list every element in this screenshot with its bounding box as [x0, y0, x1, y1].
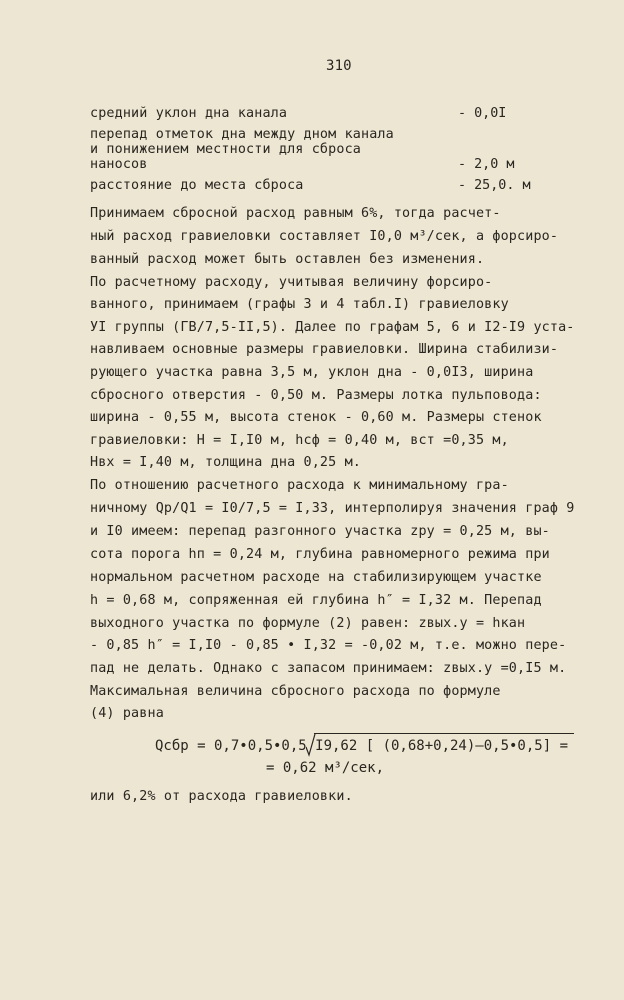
body-line: нормальном расчетном расходе на стабилизирующем участке: [90, 570, 542, 585]
param-label-line: перепад отметок дна между дном канала: [90, 127, 394, 142]
body-line: Принимаем сбросной расход равным 6%, тогда расчет-: [90, 206, 501, 221]
body-line: пад не делать. Однако с запасом принимаем: zвых.у =0,I5 м.: [90, 661, 567, 676]
body-line: ный расход гравиеловки составляет I0,0 м³/сек, а форсиро-: [90, 229, 559, 244]
body-line: - 0,85 h″ = I,I0 - 0,85 • I,32 = -0,02 м, т.е. можно пере-: [90, 638, 567, 653]
body-line: выходного участка по формуле (2) равен: zвых.у = hкан: [90, 616, 526, 631]
body-line: Максимальная величина сбросного расхода по формуле: [90, 684, 501, 699]
body-line: УI группы (ГВ/7,5-II,5). Далее по графам 5, 6 и I2-I9 уста-: [90, 320, 575, 335]
page-number: 310: [326, 58, 352, 74]
formula-line: Qсбр = 0,7•0,5•0,5 I9,62 [ (0,68+0,24)–0,5•0,5] =: [155, 738, 569, 754]
param-value: - 0,0I: [458, 106, 507, 121]
closing-line: или 6,2% от расхода гравиеловки.: [90, 789, 353, 804]
body-line: ничному Qр/Q1 = I0/7,5 = I,33, интерполируя значения граф 9: [90, 501, 575, 516]
body-line: По отношению расчетного расхода к минимальному гра-: [90, 478, 509, 493]
square-root-bar: [314, 733, 574, 734]
body-line: По расчетному расходу, учитывая величину форсиро-: [90, 275, 493, 290]
body-line: Hвх = I,40 м, толщина дна 0,25 м.: [90, 455, 361, 470]
body-line: рующего участка равна 3,5 м, уклон дна - 0,0I3, ширина: [90, 365, 534, 380]
param-value: - 25,0. м: [458, 178, 531, 193]
param-label: средний уклон дна канала: [90, 106, 288, 121]
param-value: - 2,0 м: [458, 157, 515, 172]
body-line: и I0 имеем: перепад разгонного участка zру = 0,25 м, вы-: [90, 524, 550, 539]
body-line: ванный расход может быть оставлен без изменения.: [90, 252, 485, 267]
body-line: навливаем основные размеры гравиеловки. Ширина стабилизи-: [90, 342, 559, 357]
body-line: ванного, принимаем (графы 3 и 4 табл.I) гравиеловку: [90, 297, 509, 312]
param-label-line: наносов: [90, 157, 148, 172]
body-line: ширина - 0,55 м, высота стенок - 0,60 м. Размеры стенок: [90, 410, 542, 425]
param-label: расстояние до места сброса: [90, 178, 304, 193]
body-line: h = 0,68 м, сопряженная ей глубина h″ = I,32 м. Перепад: [90, 593, 542, 608]
body-line: сота порога hп = 0,24 м, глубина равномерного режима при: [90, 547, 550, 562]
body-line: (4) равна: [90, 706, 164, 721]
formula-result: = 0,62 м³/сек,: [266, 760, 385, 776]
body-line: гравиеловки: Н = I,I0 м, hсф = 0,40 м, вст =0,35 м,: [90, 433, 509, 448]
param-label-line: и понижением местности для сброса: [90, 142, 361, 157]
body-line: сбросного отверстия - 0,50 м. Размеры лотка пульповода:: [90, 388, 542, 403]
